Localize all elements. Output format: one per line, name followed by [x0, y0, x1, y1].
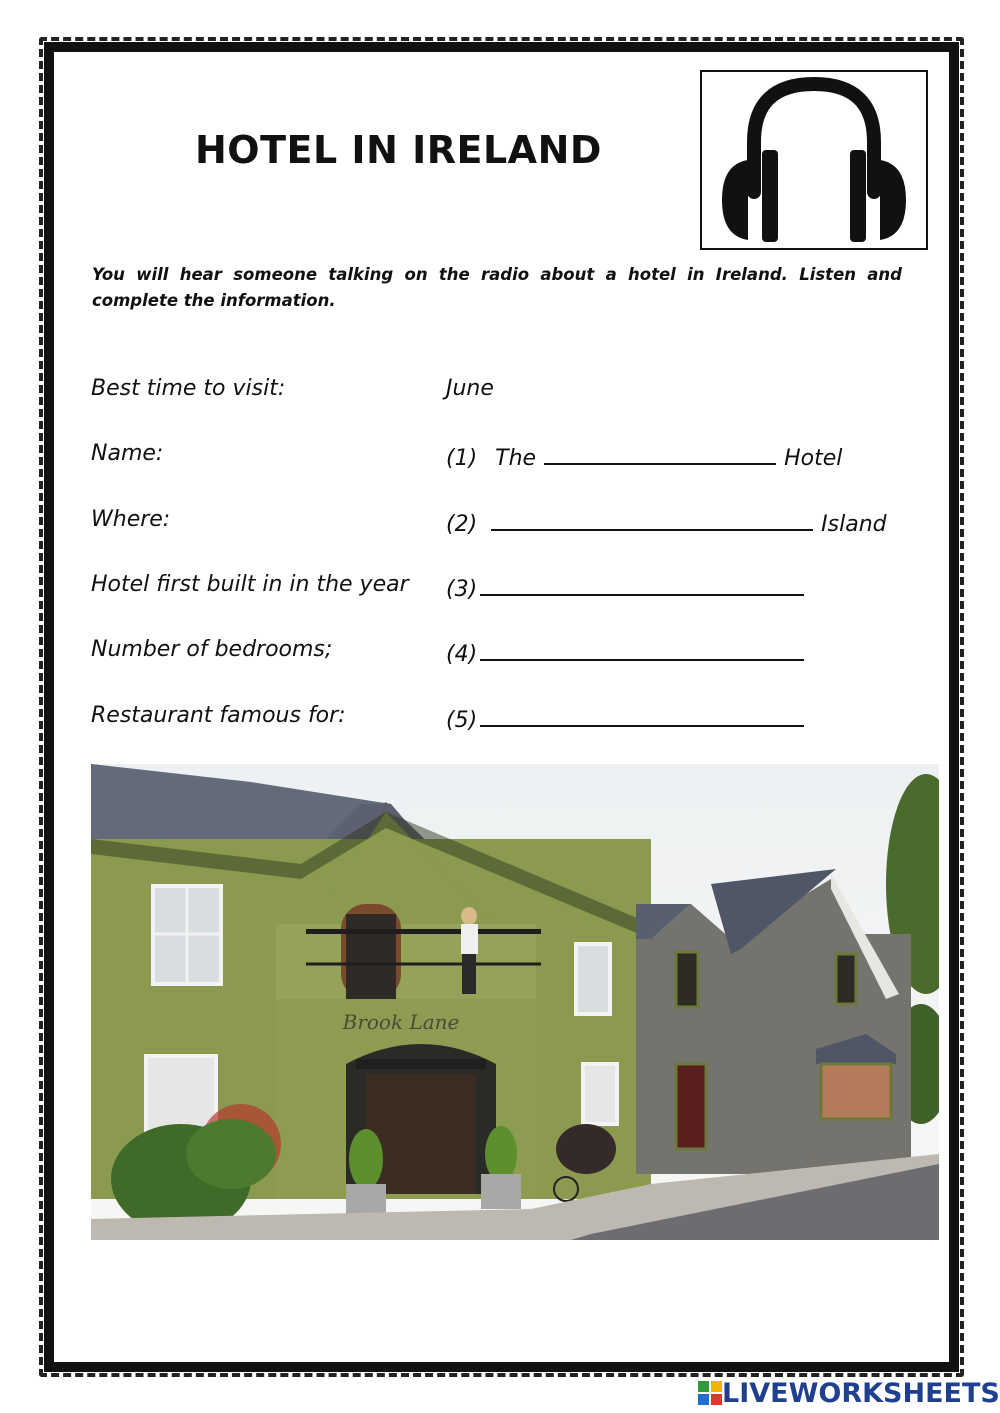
headphones-box: [700, 70, 928, 250]
label-where: Where:: [91, 507, 171, 532]
brand-logo: [698, 1376, 1000, 1410]
answer-blank-5[interactable]: [480, 703, 804, 727]
suffix-text: Island: [821, 512, 887, 537]
instructions-text: You will hear someone talking on the radio about a hotel in Ireland. Listen and complete the information.: [92, 265, 902, 310]
value-best-time: [446, 376, 494, 401]
answer-blank-3[interactable]: [480, 572, 804, 596]
value-where: [446, 507, 887, 537]
item-number: (4): [446, 642, 478, 667]
label-bedrooms: Number of bedrooms;: [91, 637, 333, 662]
value-name: [446, 441, 842, 471]
worksheet-title: HOTEL IN IRELAND: [195, 128, 602, 172]
hotel-photo: [91, 764, 939, 1240]
label-restaurant: Restaurant famous for:: [91, 703, 346, 728]
answer-blank-4[interactable]: [480, 637, 804, 661]
hotel-illustration: [91, 764, 939, 1240]
brand-text: LIVEWORKSHEETS: [722, 1377, 1000, 1409]
suffix-text: Hotel: [784, 446, 843, 471]
answer-june: June: [446, 376, 494, 401]
value-year-built: [446, 572, 812, 602]
item-number: (1): [446, 446, 478, 471]
value-restaurant: [446, 703, 812, 733]
label-name: Name:: [91, 441, 164, 466]
hotel-sign: Brook Lane: [342, 1010, 460, 1034]
value-bedrooms: [446, 637, 812, 667]
headphones-icon: [702, 72, 926, 248]
answer-blank-2[interactable]: [491, 507, 813, 531]
item-number: (2): [446, 512, 478, 537]
prefix-text: The: [495, 446, 537, 471]
liveworksheets-logo-icon: [698, 1381, 722, 1405]
answer-blank-1[interactable]: [544, 441, 776, 465]
item-number: (3): [446, 577, 478, 602]
item-number: (5): [446, 708, 478, 733]
label-year-built: Hotel first built in in the year: [91, 572, 409, 597]
label-best-time: Best time to visit:: [91, 376, 286, 401]
